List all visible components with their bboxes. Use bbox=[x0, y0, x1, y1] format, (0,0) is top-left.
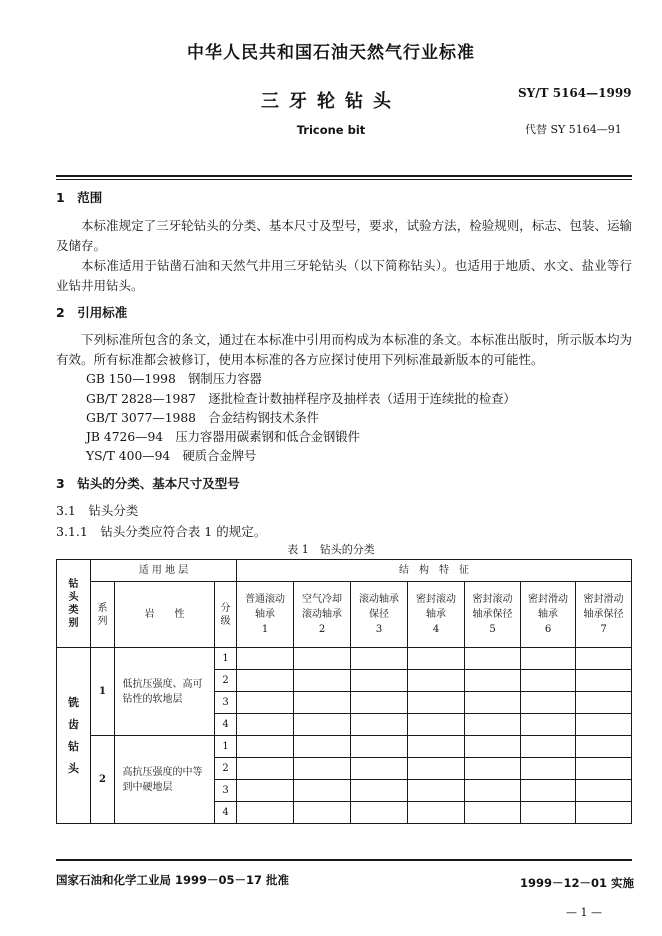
section-2-heading: 2 引用标准 bbox=[56, 305, 128, 320]
header-rule-thin bbox=[56, 179, 632, 180]
standard-code: SY/T 5164—1999 bbox=[518, 86, 632, 100]
org-title: 中华人民共和国石油天然气行业标准 bbox=[187, 43, 475, 63]
clause-3-1-1: 3.1.1 钻头分类应符合表 1 的规定。 bbox=[56, 524, 267, 539]
grade-cell: 3 bbox=[215, 692, 237, 714]
section-1-paragraph-2: 本标准适用于钻凿石油和天然气井用三牙轮钻头（以下简称钻头）。也适用于地质、水文、盐业等行业钻井用钻头。 bbox=[56, 258, 632, 293]
footer-rule bbox=[56, 859, 632, 861]
grade-cell: 2 bbox=[215, 758, 237, 780]
structure-col-header: 密封滚动轴承保径 5 bbox=[465, 582, 521, 648]
grade-cell: 1 bbox=[215, 736, 237, 758]
structure-col-header: 密封滑动轴承保径 7 bbox=[576, 582, 632, 648]
structure-col-header: 滚动轴承保径 3 bbox=[351, 582, 408, 648]
section-1-heading: 1 范围 bbox=[56, 190, 103, 205]
table-row bbox=[57, 736, 632, 758]
grade-cell: 1 bbox=[215, 648, 237, 670]
grade-cell: 4 bbox=[215, 802, 237, 824]
table-row bbox=[57, 648, 632, 670]
doc-title-en: Tricone bit bbox=[296, 123, 366, 137]
page-number: — 1 — bbox=[566, 906, 602, 919]
bit-type-cell: 铣齿钻头 bbox=[57, 648, 91, 824]
table-caption: 表 1 钻头的分类 bbox=[287, 543, 375, 556]
grade-cell: 4 bbox=[215, 714, 237, 736]
section-3-heading: 3 钻头的分类、基本尺寸及型号 bbox=[56, 476, 240, 491]
series-number: 1 bbox=[91, 648, 115, 736]
issuing-authority: 国家石油和化学工业局 1999－05－17 批准 bbox=[56, 873, 290, 887]
col-header-rock-property: 岩 性 bbox=[115, 582, 215, 648]
col-header-bit-type: 钻头类别 bbox=[57, 560, 91, 648]
structure-col-header: 密封滚动轴承 4 bbox=[408, 582, 465, 648]
reference-item: YS/T 400—94 硬质合金牌号 bbox=[86, 449, 257, 463]
col-group-structure-features: 结 构 特 征 bbox=[237, 560, 632, 582]
reference-item: GB/T 3077—1988 合金结构钢技术条件 bbox=[86, 411, 319, 425]
reference-item: GB 150—1998 钢制压力容器 bbox=[86, 372, 262, 386]
header-rule-thick bbox=[56, 175, 632, 177]
col-header-series: 系列 bbox=[91, 582, 115, 648]
col-header-grade: 分级 bbox=[215, 582, 237, 648]
grade-cell: 3 bbox=[215, 780, 237, 802]
rock-property-cell: 高抗压强度的中等到中硬地层 bbox=[115, 736, 215, 824]
effective-date: 1999－12－01 实施 bbox=[520, 876, 635, 890]
structure-col-header: 普通滚动轴承 1 bbox=[237, 582, 294, 648]
reference-item: JB 4726—94 压力容器用碳素钢和低合金钢锻件 bbox=[86, 430, 360, 444]
col-group-applicable-formation: 适 用 地 层 bbox=[91, 560, 237, 582]
reference-item: GB/T 2828—1987 逐批检查计数抽样程序及抽样表（适用于连续批的检查） bbox=[86, 392, 516, 406]
series-number: 2 bbox=[91, 736, 115, 824]
section-2-paragraph: 下列标准所包含的条文，通过在本标准中引用而构成为本标准的条文。本标准出版时，所示版本均为有效。所有标准都会被修订，使用本标准的各方应探讨使用下列标准最新版本的可能性。 bbox=[56, 332, 632, 367]
grade-cell: 2 bbox=[215, 670, 237, 692]
rock-property-cell: 低抗压强度、高可钻性的软地层 bbox=[115, 648, 215, 736]
doc-title-cn: 三牙轮钻头 bbox=[261, 91, 401, 112]
structure-col-header: 空气冷却滚动轴承 2 bbox=[294, 582, 351, 648]
section-1-paragraph-1: 本标准规定了三牙轮钻头的分类、基本尺寸及型号，要求，试验方法，检验规则，标志、包装、运输及储存。 bbox=[56, 218, 632, 253]
bit-classification-table bbox=[56, 559, 632, 824]
replaces-note: 代替 SY 5164—91 bbox=[525, 123, 622, 136]
structure-col-header: 密封滑动轴承 6 bbox=[521, 582, 576, 648]
clause-3-1: 3.1 钻头分类 bbox=[56, 503, 139, 518]
